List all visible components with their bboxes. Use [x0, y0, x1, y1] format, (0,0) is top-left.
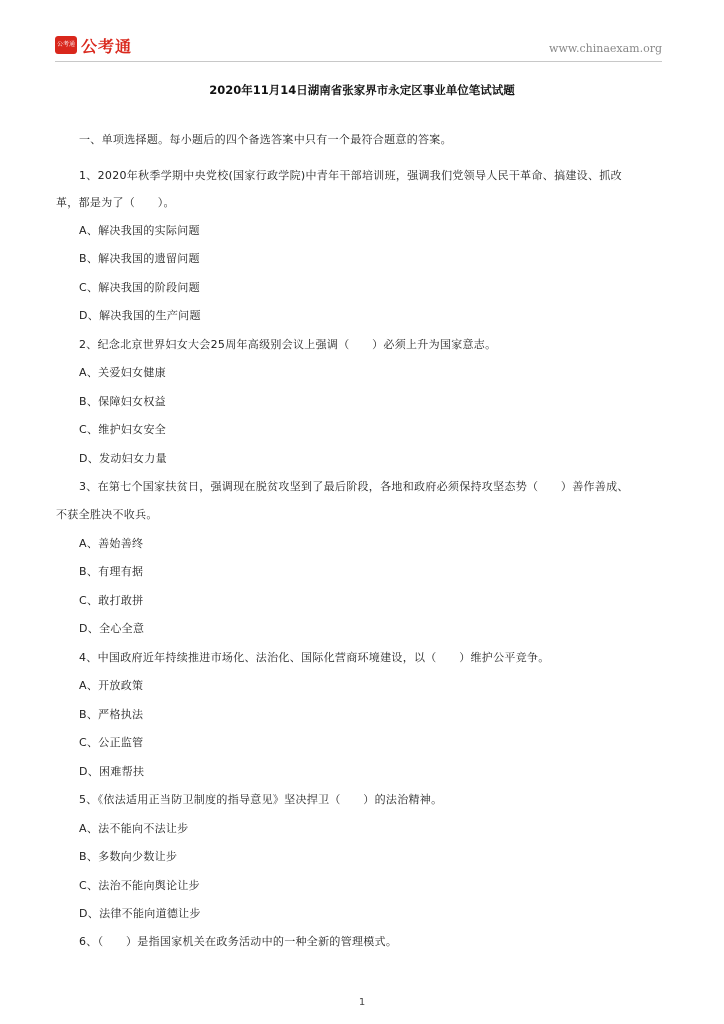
question-6-stem: 6、（ ）是指国家机关在政务活动中的一种全新的管理模式。	[79, 935, 398, 948]
question-4-option-c: C、公正监管	[79, 736, 144, 749]
question-1-option-d: D、解决我国的生产问题	[79, 309, 201, 322]
question-5-option-d: D、法律不能向道德让步	[79, 907, 201, 920]
question-4-stem: 4、中国政府近年持续推进市场化、法治化、国际化营商环境建设，以（ ）维护公平竞争。	[79, 651, 550, 664]
question-5-option-c: C、法治不能向舆论让步	[79, 879, 200, 892]
header-divider	[55, 61, 662, 62]
question-1-stem: 1、2020年秋季学期中央党校(国家行政学院)中青年干部培训班，强调我们党领导人民干革命、搞建设、抓改	[79, 169, 622, 182]
question-2-option-a: A、关爱妇女健康	[79, 366, 166, 379]
question-5-stem: 5、《依法适用正当防卫制度的指导意见》坚决捍卫（ ）的法治精神。	[79, 793, 443, 806]
page-number: 1	[358, 997, 366, 1008]
question-3-stem-cont: 不获全胜决不收兵。	[56, 508, 158, 521]
question-2-stem: 2、纪念北京世界妇女大会25周年高级别会议上强调（ ）必须上升为国家意志。	[79, 338, 497, 351]
page-header	[0, 0, 724, 62]
section-heading: 一、单项选择题。每小题后的四个备选答案中只有一个最符合题意的答案。	[79, 133, 452, 146]
brand-logo	[55, 34, 132, 56]
question-1-stem-cont: 革，都是为了（ ）。	[56, 196, 175, 209]
question-5-option-a: A、法不能向不法让步	[79, 822, 189, 835]
question-3-stem: 3、在第七个国家扶贫日，强调现在脱贫攻坚到了最后阶段，各地和政府必须保持攻坚态势（ ）善作善成、	[79, 480, 629, 493]
question-3-option-b: B、有理有据	[79, 565, 144, 578]
question-2-option-b: B、保障妇女权益	[79, 395, 166, 408]
question-4-option-b: B、严格执法	[79, 708, 144, 721]
document-title: 2020年11月14日湖南省张家界市永定区事业单位笔试试题	[209, 83, 515, 97]
logo-text: 公考通	[81, 36, 133, 56]
question-3-option-a: A、善始善终	[79, 537, 144, 550]
logo-badge-icon: 公考通	[55, 36, 77, 54]
question-1-option-c: C、解决我国的阶段问题	[79, 281, 200, 294]
question-3-option-d: D、全心全意	[79, 622, 145, 635]
question-4-option-a: A、开放政策	[79, 679, 144, 692]
question-4-option-d: D、困难帮扶	[79, 765, 145, 778]
site-url: www.chinaexam.org	[549, 42, 662, 55]
question-3-option-c: C、敢打敢拼	[79, 594, 144, 607]
question-1-option-a: A、解决我国的实际问题	[79, 224, 200, 237]
question-1-option-b: B、解决我国的遗留问题	[79, 252, 200, 265]
question-2-option-d: D、发动妇女力量	[79, 452, 167, 465]
question-5-option-b: B、多数向少数让步	[79, 850, 178, 863]
question-2-option-c: C、维护妇女安全	[79, 423, 167, 436]
